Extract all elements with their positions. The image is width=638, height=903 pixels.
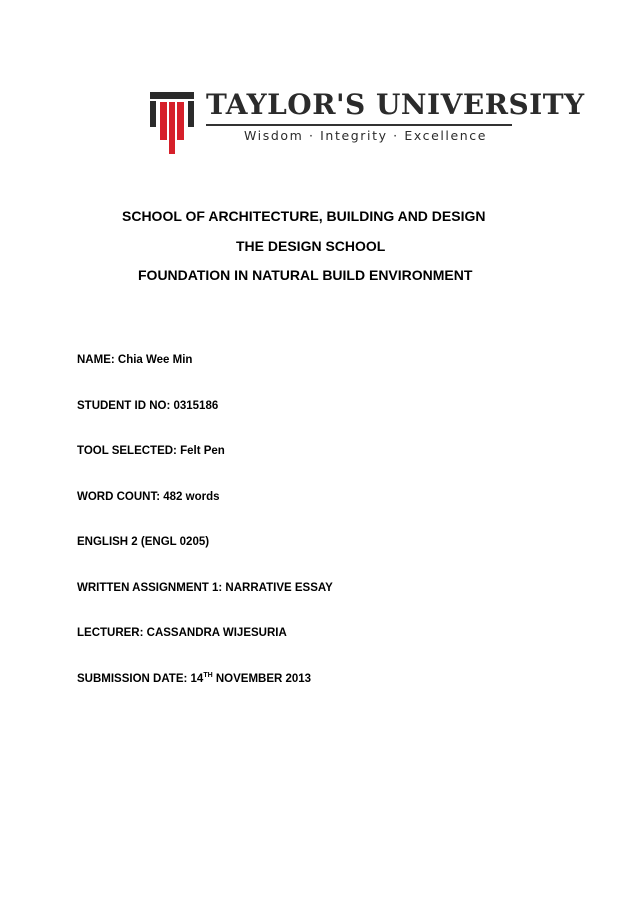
university-logo bbox=[148, 88, 585, 158]
design-school-heading: THE DESIGN SCHOOL bbox=[236, 238, 386, 254]
submission-date-rest: NOVEMBER 2013 bbox=[212, 672, 312, 685]
student-name: NAME: Chia Wee Min bbox=[77, 354, 193, 366]
student-details bbox=[77, 353, 333, 717]
university-tagline: Wisdom · Integrity · Excellence bbox=[244, 128, 488, 143]
submission-date bbox=[77, 672, 333, 687]
logo-divider bbox=[206, 124, 512, 126]
lecturer-name: LECTURER: CASSANDRA WIJESURIA bbox=[77, 627, 287, 639]
university-name: TAYLOR'S UNIVERSITY bbox=[206, 88, 585, 121]
course-code: ENGLISH 2 (ENGL 0205) bbox=[77, 536, 210, 548]
submission-date-ordinal: TH bbox=[203, 671, 213, 679]
taylors-emblem-icon bbox=[148, 90, 196, 156]
school-heading: SCHOOL OF ARCHITECTURE, BUILDING AND DESIGN bbox=[122, 208, 486, 224]
student-id: STUDENT ID NO: 0315186 bbox=[77, 399, 219, 412]
submission-date-prefix: SUBMISSION DATE: 14 bbox=[77, 672, 204, 685]
assignment-title: WRITTEN ASSIGNMENT 1: NARRATIVE ESSAY bbox=[77, 581, 333, 594]
tool-selected: TOOL SELECTED: Felt Pen bbox=[77, 445, 225, 457]
word-count: WORD COUNT: 482 words bbox=[77, 490, 220, 503]
program-heading: FOUNDATION IN NATURAL BUILD ENVIRONMENT bbox=[138, 267, 473, 283]
